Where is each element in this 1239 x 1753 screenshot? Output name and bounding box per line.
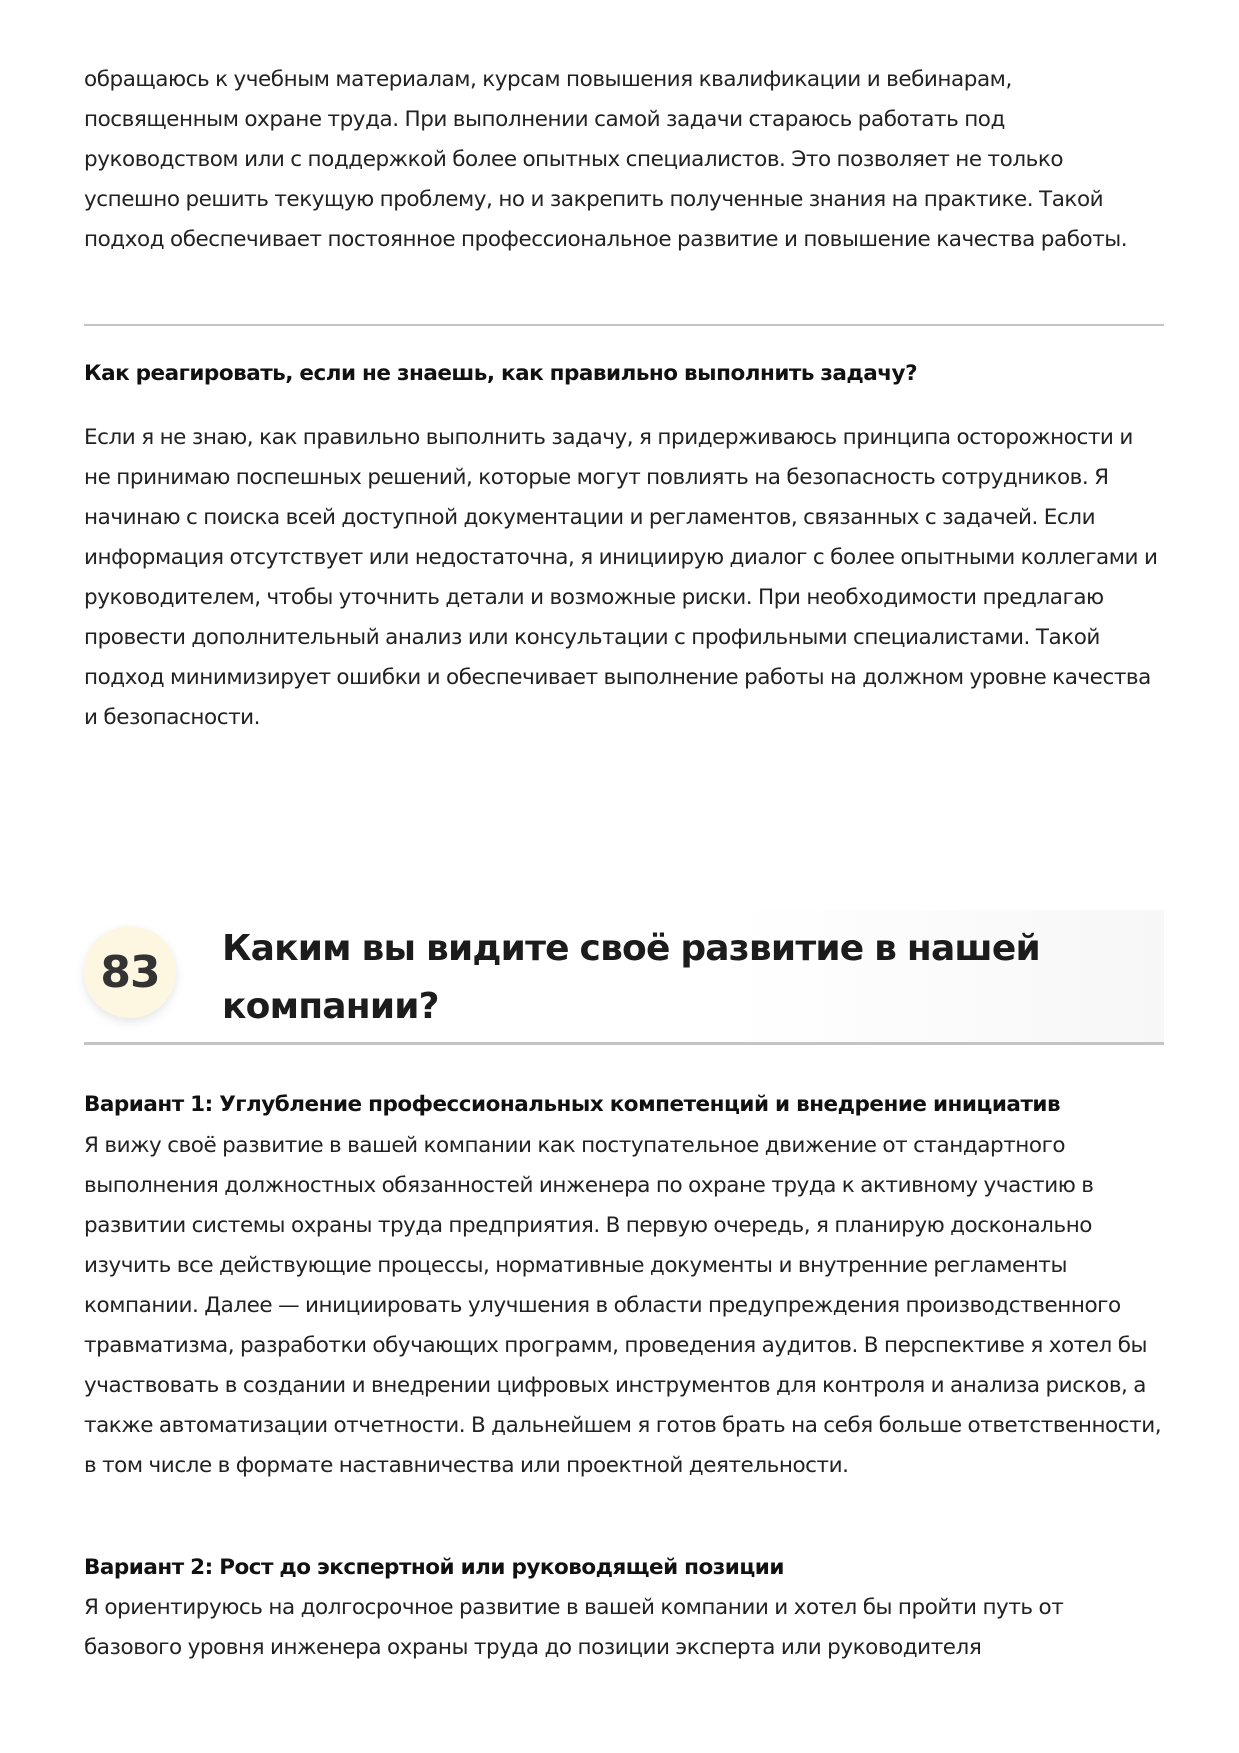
question-answer: Если я не знаю, как правильно выполнить задачу, я придерживаюсь принципа осторожности и не принимаю поспешных решений, которые могут повлиять на безопасность сотрудников. Я начинаю с поиска всей доступной документации и регламентов, связанных с задачей. Если информация отсутствует или недостаточна, я инициирую диалог с более опытными коллегами и руководителем, чтобы уточнить детали и возможные риски. При необходимости предлагаю провести дополнительный анализ или консультации с профильными специалистами. Такой подход минимизирует ошибки и обеспечивает выполнение работы на должном уровне качества и безопасности.	[84, 425, 1158, 730]
variant-1-text: Я вижу своё развитие в вашей компании как поступательное движение от стандартного выполнения должностных обязанностей инженера по охране труда к активному участию в развитии системы охраны труда предприятия. В первую очередь, я планирую досконально изучить все действующие процессы, нормативные документы и внутренние регламенты компании. Далее — инициировать улучшения в области предупреждения производственного травматизма, разработки обучающих программ, проведения аудитов. В перспективе я хотел бы участвовать в создании и внедрении цифровых инструментов для контроля и анализа рисков, а также автоматизации отчетности. В дальнейшем я готов брать на себя больше ответственности, в том числе в формате наставничества или проектной деятельности.	[84, 1133, 1162, 1478]
variant-1-title: Вариант 1: Углубление профессиональных компетенций и внедрение инициатив	[84, 1092, 1061, 1117]
header-divider	[84, 1042, 1164, 1045]
section-divider	[84, 324, 1164, 326]
question-header	[84, 910, 1164, 1044]
variant-2-title: Вариант 2: Рост до экспертной или руководящей позиции	[84, 1555, 784, 1580]
question-number-badge: 83	[84, 926, 176, 1018]
variant-2-text: Я ориентируюсь на долгосрочное развитие в вашей компании и хотел бы пройти путь от базового уровня инженера охраны труда до позиции эксперта или руководителя	[84, 1595, 1064, 1660]
question-heading: Как реагировать, если не знаешь, как правильно выполнить задачу?	[84, 361, 918, 386]
intro-paragraph: обращаюсь к учебным материалам, курсам повышения квалификации и вебинарам, посвященным охране труда. При выполнении самой задачи стараюсь работать под руководством или с поддержкой более опытных специалистов. Это позволяет не только успешно решить текущую проблему, но и закрепить полученные знания на практике. Такой подход обеспечивает постоянное профессиональное развитие и повышение качества работы.	[84, 67, 1128, 252]
question-title: Каким вы видите своё развитие в нашей компании?	[222, 928, 1040, 1027]
